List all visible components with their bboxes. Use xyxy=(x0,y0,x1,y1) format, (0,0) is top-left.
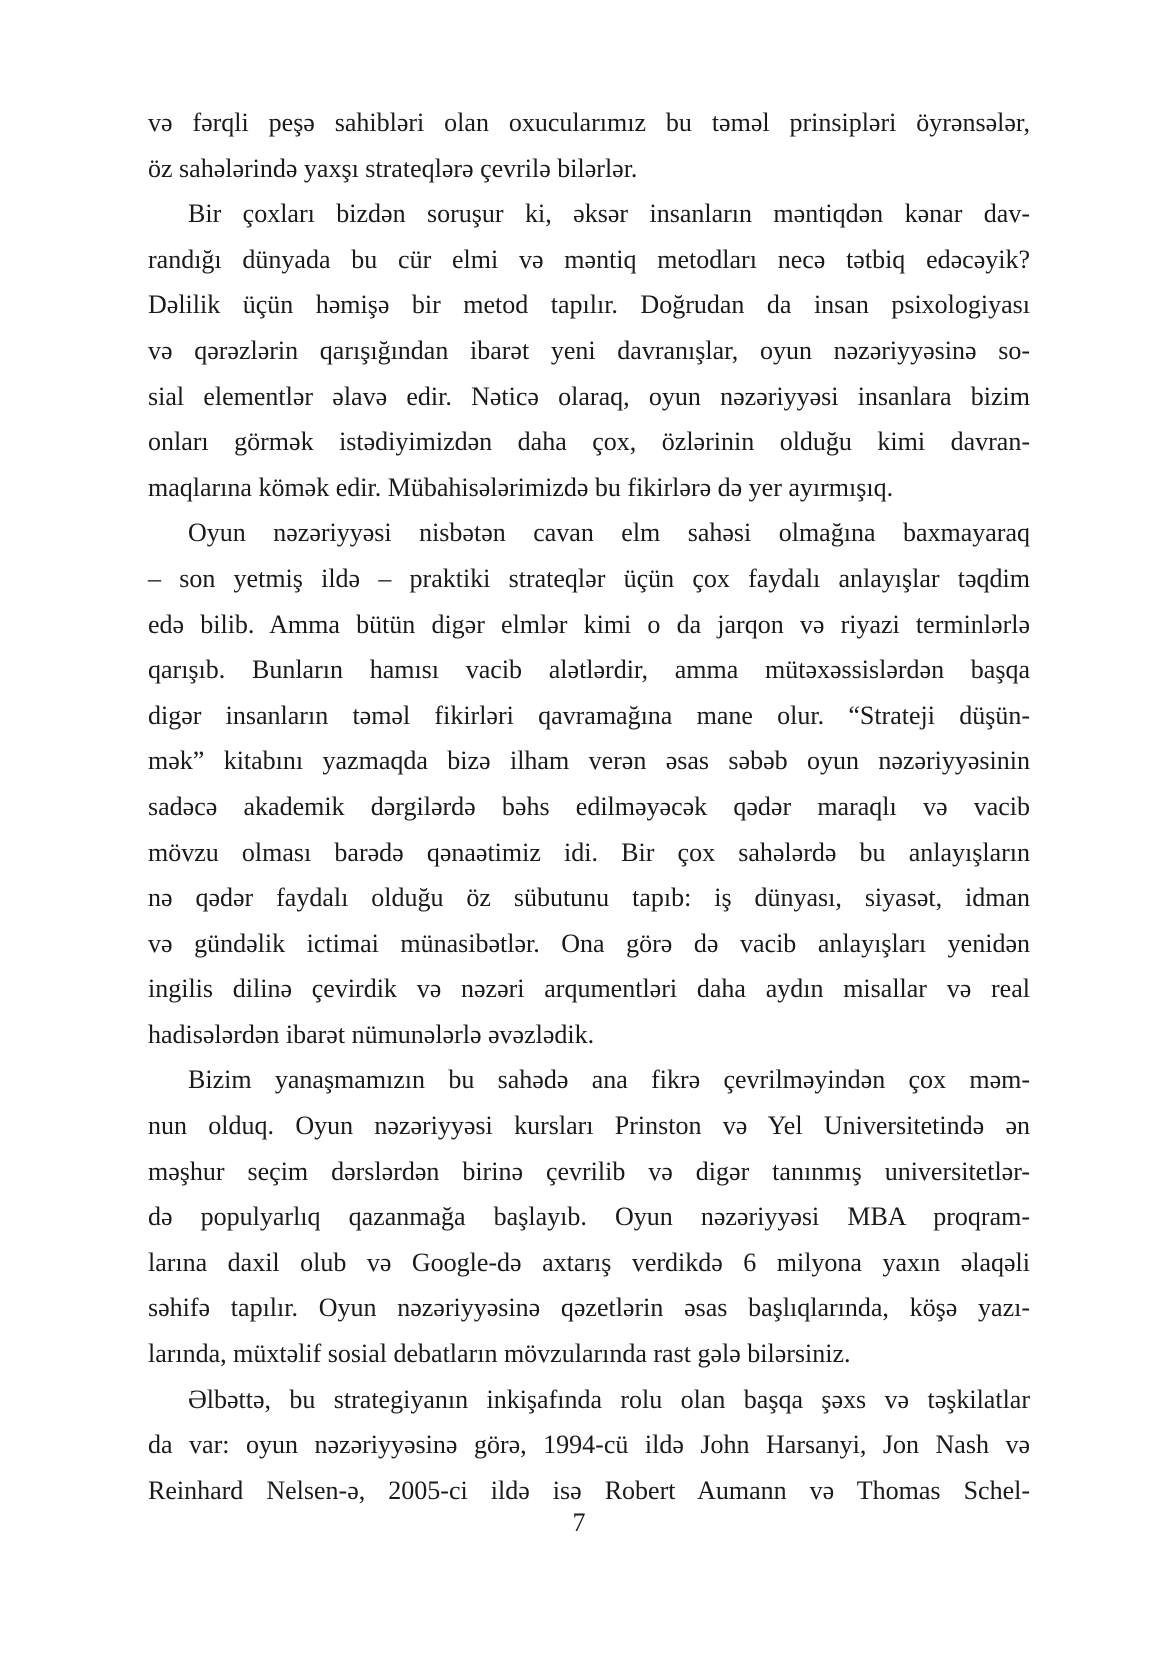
text-line: də populyarlıq qazanmağa başlayıb. Oyun nəzəriyyəsi MBA proqram- xyxy=(148,1202,1030,1232)
text-line: və fərqli peşə sahibləri olan oxucularımız bu təməl prinsipləri öyrənsələr, xyxy=(148,108,1030,137)
text-line: mək” kitabını yazmaqda bizə ilham verən əsas səbəb oyun nəzəriyyəsinin xyxy=(148,746,1030,776)
text-line: nun olduq. Oyun nəzəriyyəsi kursları Prinston və Yel Universitetində ən xyxy=(148,1111,1030,1141)
text-line: Dəlilik üçün həmişə bir metod tapılır. Doğrudan da insan psixologiyası xyxy=(148,290,1030,320)
text-line: larına daxil olub və Google-də axtarış verdikdə 6 milyona yaxın əlaqəli xyxy=(148,1247,1030,1277)
text-line: öz sahələrində yaxşı strateqlərə çevrilə bilərlər. xyxy=(148,153,638,183)
text-line: hadisələrdən ibarət nümunələrlə əvəzlədik. xyxy=(148,1019,595,1049)
text-line: Oyun nəzəriyyəsi nisbətən cavan elm sahəsi olmağına baxmayaraq xyxy=(188,518,1030,548)
text-line: edə bilib. Amma bütün digər elmlər kimi o da jarqon və riyazi terminlərlə xyxy=(148,609,1030,639)
text-line: ingilis dilinə çevirdik və nəzəri arqumentləri daha aydın misallar və real xyxy=(148,974,1030,1004)
text-line: randığı dünyada bu cür elmi və məntiq metodları necə tətbiq edəcəyik? xyxy=(148,244,1030,274)
body-text xyxy=(148,100,1030,1513)
text-line: Bir çoxları bizdən soruşur ki, əksər insanların məntiqdən kənar dav- xyxy=(188,199,1030,229)
text-line: Əlbəttə, bu strategiyanın inkişafında rolu olan başqa şəxs və təşkilatlar xyxy=(188,1384,1030,1414)
page-number: 7 xyxy=(572,1508,586,1537)
text-line: sadəcə akademik dərgilərdə bəhs edilməyəcək qədər maraqlı və vacib xyxy=(148,791,1030,821)
text-line: Bizim yanaşmamızın bu sahədə ana fikrə çevrilməyindən çox məm- xyxy=(188,1065,1030,1095)
text-line: və qərəzlərin qarışığından ibarət yeni davranışlar, oyun nəzəriyyəsinə so- xyxy=(148,335,1030,365)
text-line: mövzu olması barədə qənaətimiz idi. Bir çox sahələrdə bu anlayışların xyxy=(148,837,1030,867)
text-line: onları görmək istədiyimizdən daha çox, özlərinin olduğu kimi davran- xyxy=(148,427,1030,457)
text-line: məşhur seçim dərslərdən birinə çevrilib və digər tanınmış universitetlər- xyxy=(148,1156,1030,1186)
text-line: Reinhard Nelsen-ə, 2005-ci ildə isə Robert Aumann və Thomas Schel- xyxy=(148,1475,1030,1505)
text-line: səhifə tapılır. Oyun nəzəriyyəsinə qəzetlərin əsas başlıqlarında, köşə yazı- xyxy=(148,1293,1030,1323)
text-line: da var: oyun nəzəriyyəsinə görə, 1994-cü ildə John Harsanyi, Jon Nash və xyxy=(148,1430,1030,1460)
text-line: qarışıb. Bunların hamısı vacib alətlərdir, amma mütəxəssislərdən başqa xyxy=(148,655,1030,685)
text-line: larında, müxtəlif sosial debatların mövzularında rast gələ bilərsiniz. xyxy=(148,1339,851,1369)
text-line: digər insanların təməl fikirləri qavramağına mane olur. “Strateji düşün- xyxy=(148,700,1030,730)
text-line: maqlarına kömək edir. Mübahisələrimizdə bu fikirlərə də yer ayırmışıq. xyxy=(148,472,894,502)
text-line: – son yetmiş ildə – praktiki strateqlər üçün çox faydalı anlayışlar təqdim xyxy=(148,563,1030,593)
text-line: nə qədər faydalı olduğu öz sübutunu tapıb: iş dünyası, siyasət, idman xyxy=(148,883,1030,913)
text-line: sial elementlər əlavə edir. Nəticə olaraq, oyun nəzəriyyəsi insanlara bizim xyxy=(148,381,1030,411)
text-line: və gündəlik ictimai münasibətlər. Ona görə də vacib anlayışları yenidən xyxy=(148,928,1030,958)
